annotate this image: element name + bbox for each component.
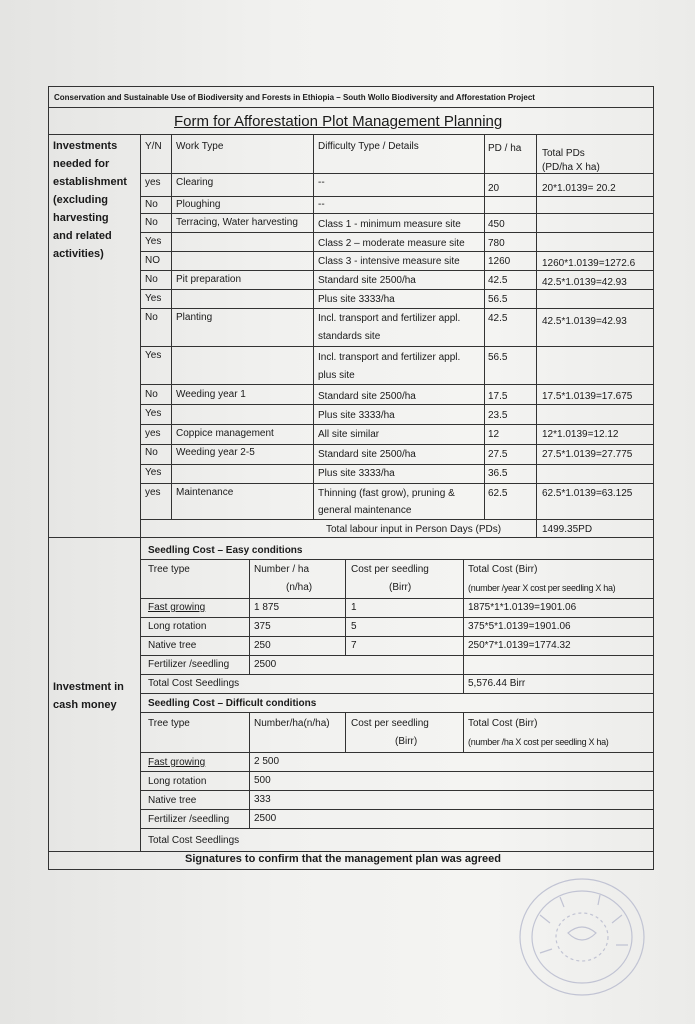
easy-cost: 1 xyxy=(351,602,357,613)
row-pd: 23.5 xyxy=(488,410,508,421)
difficult-num: 500 xyxy=(254,775,271,786)
difficult-total-label: Total Cost Seedlings xyxy=(148,835,240,846)
easy-col-cost2: (Birr) xyxy=(389,582,412,593)
row-yn: NO xyxy=(145,255,160,266)
easy-col-num2: (n/ha) xyxy=(286,582,313,593)
easy-total-value: 5,576.44 Birr xyxy=(468,678,526,689)
row-work: Ploughing xyxy=(176,199,221,210)
row-diff: All site similar xyxy=(318,429,380,440)
row-diff: Standard site 2500/ha xyxy=(318,275,416,286)
difficult-num: 2500 xyxy=(254,813,277,824)
easy-tree: Fast growing xyxy=(148,602,206,613)
row-work: Clearing xyxy=(176,177,214,188)
difficult-tree: Fertilizer /seedling xyxy=(148,814,230,825)
form-title: Form for Afforestation Plot Management Planning xyxy=(174,113,503,130)
row-yn: No xyxy=(145,199,158,210)
row-work: Planting xyxy=(176,312,213,323)
col-total: Total PDs xyxy=(542,148,585,159)
easy-col-cost: Cost per seedling xyxy=(351,564,429,575)
row-yn: No xyxy=(145,312,158,323)
difficult-tree: Fast growing xyxy=(148,757,206,768)
row-work: Pit preparation xyxy=(176,274,242,285)
easy-col-total: Total Cost (Birr) xyxy=(468,564,538,575)
row-work: Maintenance xyxy=(176,487,234,498)
row-yn: Yes xyxy=(145,467,162,478)
row-yn: Yes xyxy=(145,350,162,361)
easy-tree: Long rotation xyxy=(148,621,207,632)
row-diff: Standard site 2500/ha xyxy=(318,449,416,460)
row-pd: 780 xyxy=(488,238,505,249)
row-pd: 17.5 xyxy=(488,391,508,402)
row-diff: -- xyxy=(318,199,325,210)
row-yn: Yes xyxy=(145,236,162,247)
row-total: 17.5*1.0139=17.675 xyxy=(542,391,633,402)
row-total: 12*1.0139=12.12 xyxy=(542,429,619,440)
row-total: 20*1.0139= 20.2 xyxy=(542,183,616,194)
row-diff2: standards site xyxy=(318,331,381,342)
difficult-col-tree: Tree type xyxy=(148,718,190,729)
row-pd: 42.5 xyxy=(488,313,508,324)
official-stamp-icon xyxy=(510,875,650,1005)
row-diff2: general maintenance xyxy=(318,505,412,516)
difficult-num: 333 xyxy=(254,794,271,805)
row-yn: No xyxy=(145,389,158,400)
row-work: Coppice management xyxy=(176,428,274,439)
row-yn: No xyxy=(145,217,158,228)
col-pd: PD / ha xyxy=(488,143,522,154)
row-yn: yes xyxy=(145,487,161,498)
difficult-col-total: Total Cost (Birr) xyxy=(468,718,538,729)
row-diff: Thinning (fast grow), pruning & xyxy=(318,488,455,499)
row-diff: -- xyxy=(318,177,325,188)
row-diff: Class 3 - intensive measure site xyxy=(318,256,460,267)
row-diff: Plus site 3333/ha xyxy=(318,468,395,479)
row-diff: Plus site 3333/ha xyxy=(318,294,395,305)
col-difficulty: Difficulty Type / Details xyxy=(318,141,419,152)
easy-heading: Seedling Cost – Easy conditions xyxy=(148,545,303,556)
col-work: Work Type xyxy=(176,141,224,152)
row-yn: yes xyxy=(145,428,161,439)
col-total-sub: (PD/ha X ha) xyxy=(542,162,600,173)
difficult-heading: Seedling Cost – Difficult conditions xyxy=(148,698,317,709)
difficult-col-cost: Cost per seedling xyxy=(351,718,429,729)
row-pd: 56.5 xyxy=(488,294,508,305)
difficult-tree: Native tree xyxy=(148,795,197,806)
row-total: 27.5*1.0139=27.775 xyxy=(542,449,633,460)
row-work: Weeding year 2-5 xyxy=(176,447,255,458)
row-total: 1260*1.0139=1272.6 xyxy=(542,258,636,269)
easy-total-label: Total Cost Seedlings xyxy=(148,678,240,689)
row-total: 42.5*1.0139=42.93 xyxy=(542,316,627,327)
project-header: Conservation and Sustainable Use of Biodiversity and Forests in Ethiopia – South Wollo Biodiversity and Afforestation Project xyxy=(48,86,654,108)
difficult-tree: Long rotation xyxy=(148,776,207,787)
row-pd: 56.5 xyxy=(488,352,508,363)
easy-cost: 7 xyxy=(351,640,357,651)
easy-col-num: Number / ha xyxy=(254,564,310,575)
row-yn: yes xyxy=(145,177,161,188)
row-pd: 12 xyxy=(488,429,500,440)
easy-cost: 5 xyxy=(351,621,357,632)
side-label-investments: Investments needed for establishment (excluding harvesting and related activities) xyxy=(53,140,127,260)
difficult-col-total2: (number /ha X cost per seedling X ha) xyxy=(468,737,609,747)
row-pd: 1260 xyxy=(488,256,511,267)
row-total: 62.5*1.0139=63.125 xyxy=(542,488,633,499)
row-diff: Class 1 - minimum measure site xyxy=(318,219,461,230)
difficult-num: 2 500 xyxy=(254,756,280,767)
row-diff: Class 2 – moderate measure site xyxy=(318,238,465,249)
total-labour-label: Total labour input in Person Days (PDs) xyxy=(326,524,502,535)
row-diff: Standard site 2500/ha xyxy=(318,391,416,402)
row-pd: 450 xyxy=(488,219,505,230)
row-pd: 42.5 xyxy=(488,275,508,286)
easy-tree: Fertilizer /seedling xyxy=(148,659,230,670)
row-diff: Incl. transport and fertilizer appl. xyxy=(318,313,461,324)
row-pd: 62.5 xyxy=(488,488,508,499)
row-pd: 36.5 xyxy=(488,468,508,479)
signatures-line: Signatures to confirm that the management plan was agreed xyxy=(185,853,502,865)
row-yn: No xyxy=(145,447,158,458)
easy-col-tree: Tree type xyxy=(148,564,190,575)
row-pd: 20 xyxy=(488,183,500,194)
easy-total: 1875*1*1.0139=1901.06 xyxy=(468,602,577,613)
easy-num: 1 875 xyxy=(254,602,280,613)
easy-num: 375 xyxy=(254,621,271,632)
row-yn: No xyxy=(145,274,158,285)
row-pd: 27.5 xyxy=(488,449,508,460)
difficult-col-cost2: (Birr) xyxy=(395,736,418,747)
side-label-cash: Investment in cash money xyxy=(53,681,124,711)
row-work: Terracing, Water harvesting xyxy=(176,217,298,228)
row-total: 42.5*1.0139=42.93 xyxy=(542,277,627,288)
row-work: Weeding year 1 xyxy=(176,389,246,400)
easy-col-total2: (number /year X cost per seedling X ha) xyxy=(468,583,616,593)
row-diff: Plus site 3333/ha xyxy=(318,410,395,421)
easy-total: 250*7*1.0139=1774.32 xyxy=(468,640,571,651)
easy-num: 2500 xyxy=(254,659,277,670)
row-diff: Incl. transport and fertilizer appl. xyxy=(318,352,461,363)
easy-tree: Native tree xyxy=(148,640,197,651)
col-yn: Y/N xyxy=(145,141,162,152)
easy-total: 375*5*1.0139=1901.06 xyxy=(468,621,571,632)
total-labour-value: 1499.35PD xyxy=(542,524,593,535)
row-yn: Yes xyxy=(145,408,162,419)
form-title-row xyxy=(48,108,654,134)
row-diff2: plus site xyxy=(318,370,355,381)
difficult-col-num: Number/ha(n/ha) xyxy=(254,718,330,729)
easy-num: 250 xyxy=(254,640,271,651)
row-yn: Yes xyxy=(145,293,162,304)
